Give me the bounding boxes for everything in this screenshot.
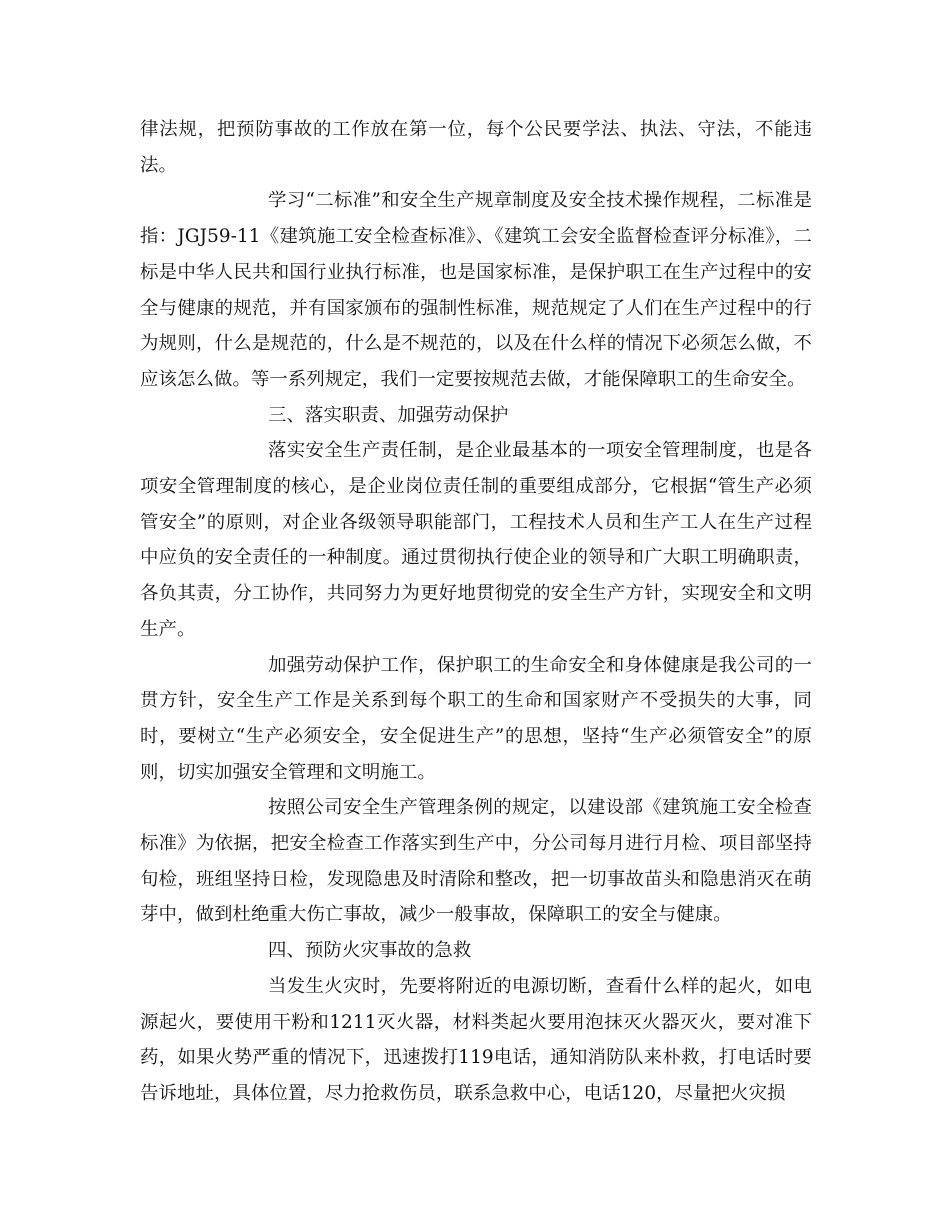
section-heading-three: 三、落实职责、加强劳动保护 xyxy=(268,404,509,426)
paragraph-two-standards: 学习“二标准”和安全生产规章制度及安全技术操作规程，二标准是指：JGJ59-11《建筑施工安全检查标准》、《建筑工会安全监督检查评分标准》，二标是中华人民共和国行业执行标准，也是国家标准，是保护职工在生产过程中的安全与健康的规范，并有国家颁布的强制性标准，规范规定了人们在生产过程中的行为规则，什么是规范的，什么是不规范的，以及在什么样的情况下必须怎么做，不应该怎么做。等一系列规定，我们一定要按规范去做，才能保障职工的生命安全。 xyxy=(140,190,812,390)
paragraph-responsibility-system: 落实安全生产责任制，是企业最基本的一项安全管理制度，也是各项安全管理制度的核心，是企业岗位责任制的重要组成部分，它根据“管生产必须管安全”的原则，对企业各级领导职能部门，工程技术人员和生产工人在生产过程中应负的安全责任的一种制度。通过贯彻执行使企业的领导和广大职工明确职责，各负其责，分工协作，共同努力为更好地贯彻党的安全生产方针，实现安全和文明生产。 xyxy=(140,440,812,640)
paragraph-labor-protection: 加强劳动保护工作，保护职工的生命安全和身体健康是我公司的一贯方针，安全生产工作是关系到每个职工的生命和国家财产不受损失的大事，同时，要树立“生产必须安全，安全促进生产”的思想，坚持“生产必须管安全”的原则，切实加强安全管理和文明施工。 xyxy=(140,654,812,783)
paragraph-laws: 律法规，把预防事故的工作放在第一位，每个公民要学法、执法、守法，不能违法。 xyxy=(140,119,812,176)
paragraph-safety-inspection: 按照公司安全生产管理条例的规定，以建设部《建筑施工安全检查标准》为依据，把安全检查工作落实到生产中，分公司每月进行月检、项目部坚持旬检，班组坚持日检，发现隐患及时清除和整改，把一切事故苗头和隐患消灭在萌芽中，做到杜绝重大伤亡事故，减少一般事故，保障职工的安全与健康。 xyxy=(140,797,812,926)
document-page xyxy=(140,112,812,1112)
section-heading-four: 四、预防火灾事故的急救 xyxy=(268,940,472,962)
paragraph-fire-emergency: 当发生火灾时，先要将附近的电源切断，查看什么样的起火，如电源起火，要使用干粉和1211灭火器，材料类起火要用泡抹灭火器灭火，要对准下药，如果火势严重的情况下，迅速拨打119电话，通知消防队来朴救，打电话时要告诉地址，具体位置，尽力抢救伤员，联系急救中心，电话120，尽量把火灾损 xyxy=(140,975,812,1104)
